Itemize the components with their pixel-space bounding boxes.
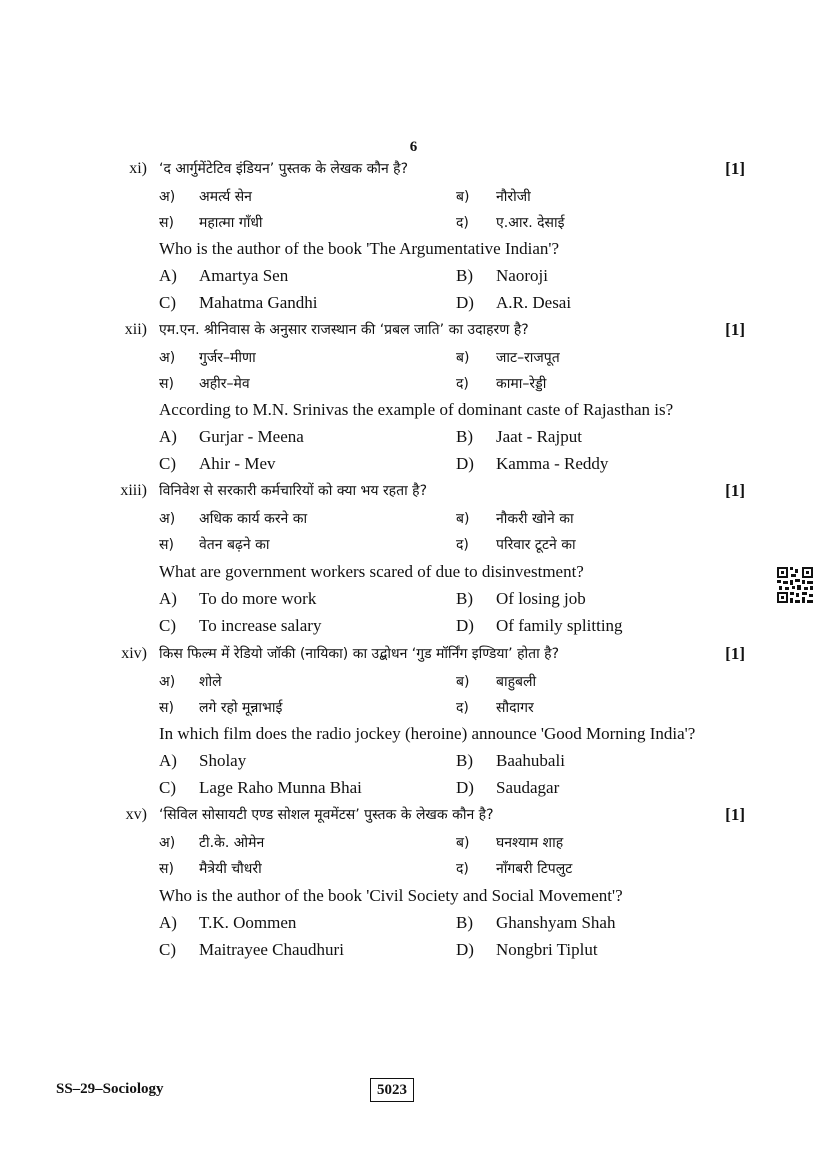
question-number: xii) [124,321,147,338]
option-key: B) [456,913,473,932]
option-key: द) [456,537,469,553]
option-text: Lage Raho Munna Bhai [199,778,362,797]
question-line-hindi [0,642,827,666]
option-text: A.R. Desai [496,293,572,312]
option-text: Jaat - Rajput [496,427,582,446]
option-key: D) [456,940,474,959]
marks-label: [1] [725,805,745,824]
question-text-english: In which film does the radio jockey (heroine) announce 'Good Morning India'? [159,724,696,743]
option-row [0,424,827,450]
option-text: Kamma - Reddy [496,454,609,473]
option-row [0,669,827,695]
question-text-english: Who is the author of the book 'The Argumentative Indian'? [159,239,560,258]
option-key: अ) [159,350,176,366]
option-text: गुर्जर–मीणा [199,350,256,366]
option-row [0,910,827,936]
option-key: द) [456,215,469,231]
option-key: D) [456,293,474,312]
option-key: C) [159,616,176,635]
option-key: स) [159,861,174,877]
option-text: शोले [199,674,222,690]
option-row [0,290,827,316]
option-key: A) [159,589,177,608]
option-key: C) [159,454,176,473]
option-text: नौरोजी [496,189,531,205]
option-text: Saudagar [496,778,560,797]
option-row [0,451,827,477]
option-text: Gurjar - Meena [199,427,304,446]
option-text: लगे रहो मून्नाभाई [199,700,283,716]
option-text: कामा–रेड्डी [496,376,547,392]
qr-code-image [776,566,814,604]
option-key: A) [159,751,177,770]
option-key: D) [456,454,474,473]
option-key: स) [159,537,174,553]
option-key: स) [159,376,174,392]
option-key: A) [159,427,177,446]
option-key: A) [159,913,177,932]
option-key: ब) [456,350,470,366]
marks-label: [1] [725,320,745,339]
option-text: Maitrayee Chaudhuri [199,940,344,959]
question-line-hindi [0,479,827,503]
option-row [0,586,827,612]
option-key: स) [159,215,174,231]
option-text: नाँगबरी टिपलुट [496,861,573,877]
option-text: Sholay [199,751,247,770]
marks-label: [1] [725,481,745,500]
option-text: अमर्त्य सेन [199,189,252,205]
option-text: परिवार टूटने का [496,537,576,553]
option-row [0,371,827,397]
option-row [0,695,827,721]
option-text: T.K. Oommen [199,913,297,932]
option-key: ब) [456,189,470,205]
option-row [0,263,827,289]
question-line-hindi [0,318,827,342]
option-text: वेतन बढ़ने का [199,537,270,553]
option-key: द) [456,861,469,877]
option-text: टी.के. ओमेन [199,835,265,851]
option-row [0,856,827,882]
option-text: अधिक कार्य करने का [199,511,308,527]
option-text: Amartya Sen [199,266,289,285]
option-text: Ahir - Mev [199,454,276,473]
option-row [0,937,827,963]
option-text: Mahatma Gandhi [199,293,318,312]
option-text: मैत्रेयी चौधरी [199,861,262,877]
option-text: To increase salary [199,616,322,635]
option-key: D) [456,778,474,797]
marks-label: [1] [725,159,745,178]
question-text-english: Who is the author of the book 'Civil Society and Social Movement'? [159,886,623,905]
option-text: Naoroji [496,266,548,285]
question-text-hindi: ‘सिविल सोसायटी एण्ड सोशल मूवमेंटस’ पुस्तक के लेखक कौन है? [159,807,494,823]
option-row [0,613,827,639]
question-number: xiii) [120,482,147,499]
question-text-hindi: किस फिल्म में रेडियो जॉकी (नायिका) का उद्बोधन ‘गुड मॉर्निंग इण्डिया’ होता है? [159,646,560,662]
option-row [0,345,827,371]
paper-code-box: 5023 [370,1078,414,1102]
marks-label: [1] [725,644,745,663]
option-key: अ) [159,511,176,527]
question-text-hindi: ‘द आर्गुमेंटेटिव इंडियन’ पुस्तक के लेखक कौन है? [159,161,409,177]
option-key: ब) [456,511,470,527]
option-text: Nongbri Tiplut [496,940,598,959]
option-row [0,830,827,856]
option-text: महात्मा गाँधी [199,215,263,231]
option-key: C) [159,293,176,312]
option-row [0,532,827,558]
option-key: द) [456,700,469,716]
option-text: बाहुबली [496,674,537,690]
question-text-english: According to M.N. Srinivas the example of dominant caste of Rajasthan is? [159,400,674,419]
question-number: xv) [125,806,147,823]
option-key: ब) [456,674,470,690]
option-row [0,210,827,236]
option-text: सौदागर [496,700,534,716]
option-text: Of losing job [496,589,586,608]
option-text: घनश्याम शाह [496,835,564,851]
question-line-hindi [0,803,827,827]
option-key: D) [456,616,474,635]
option-key: अ) [159,674,176,690]
option-key: C) [159,778,176,797]
option-text: Ghanshyam Shah [496,913,616,932]
option-key: B) [456,266,473,285]
option-key: द) [456,376,469,392]
option-key: B) [456,751,473,770]
option-text: ए.आर. देसाई [496,215,565,231]
question-text-hindi: विनिवेश से सरकारी कर्मचारियों को क्या भय रहता है? [159,483,428,499]
page-number: 6 [409,139,418,155]
option-text: Of family splitting [496,616,623,635]
option-key: B) [456,427,473,446]
option-key: अ) [159,835,176,851]
option-text: To do more work [199,589,317,608]
question-line-hindi [0,157,827,181]
subject-code: SS–29–Sociology [56,1081,164,1097]
option-key: ब) [456,835,470,851]
option-key: अ) [159,189,176,205]
question-text-hindi: एम.एन. श्रीनिवास के अनुसार राजस्थान की ‘प्रबल जाति’ का उदाहरण है? [159,322,529,338]
question-text-english: What are government workers scared of due to disinvestment? [159,562,584,581]
option-row [0,506,827,532]
option-text: जाट–राजपूत [496,350,560,366]
option-row [0,748,827,774]
option-text: Baahubali [496,751,565,770]
option-key: A) [159,266,177,285]
option-key: B) [456,589,473,608]
option-text: अहीर–मेव [199,376,250,392]
option-row [0,184,827,210]
question-number: xiv) [121,645,147,662]
option-row [0,775,827,801]
question-number: xi) [129,160,147,177]
option-key: स) [159,700,174,716]
option-key: C) [159,940,176,959]
option-text: नौकरी खोने का [496,511,574,527]
